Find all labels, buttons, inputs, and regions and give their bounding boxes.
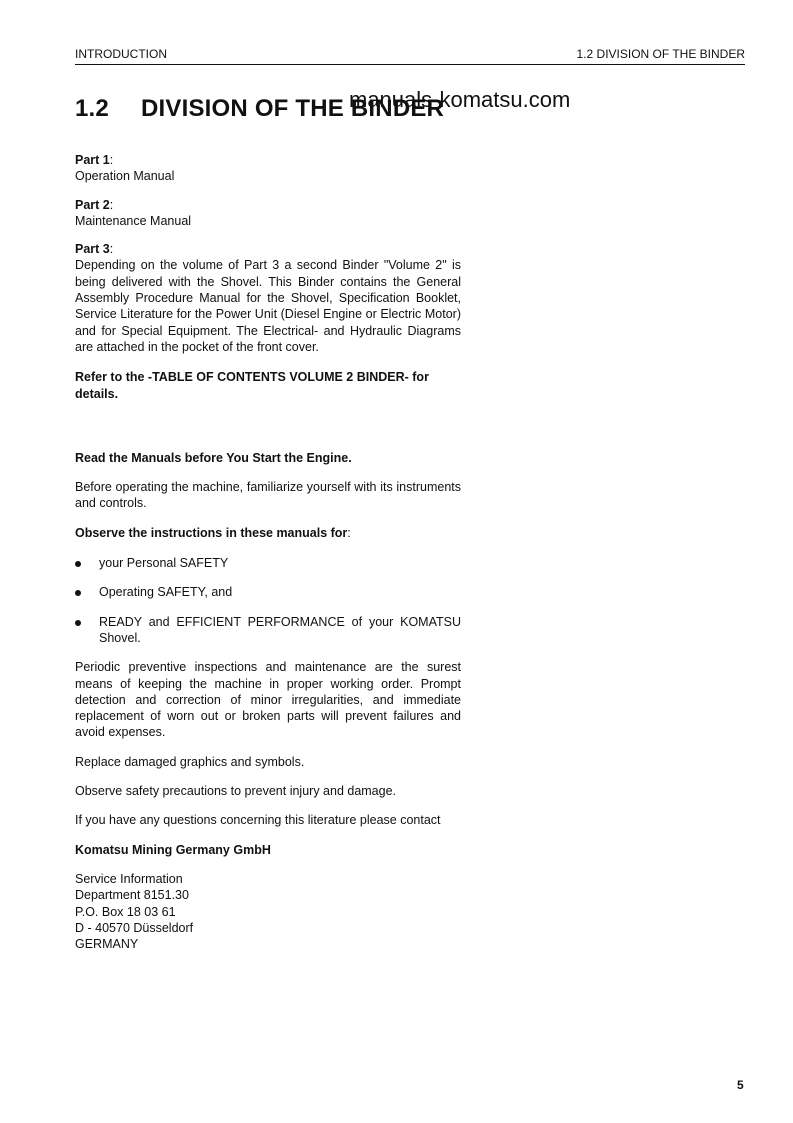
bullet-icon xyxy=(75,620,81,626)
observe-heading: Observe the instructions in these manuals for xyxy=(75,525,348,540)
contact-paragraph: If you have any questions concerning this literature please contact xyxy=(75,813,441,828)
read-manuals-text: Before operating the machine, familiarize yourself with its instruments and controls. xyxy=(75,480,461,511)
title-number: 1.2 xyxy=(75,95,109,122)
observe-heading-line: Observe the instructions in these manuals for: xyxy=(75,525,351,540)
list-item xyxy=(75,614,461,647)
bullet-text: READY and EFFICIENT PERFORMANCE of your KOMATSU Shovel. xyxy=(99,614,461,645)
address-block xyxy=(75,871,461,952)
address-line: Department 8151.30 xyxy=(75,888,189,903)
title-text: DIVISION OF THE BINDER xyxy=(141,95,445,122)
safety-paragraph: Observe safety precautions to prevent injury and damage. xyxy=(75,784,397,799)
graphics-paragraph: Replace damaged graphics and symbols. xyxy=(75,754,305,769)
header-divider xyxy=(75,64,745,65)
company-name: Komatsu Mining Germany GmbH xyxy=(75,842,271,857)
bullet-text: your Personal SAFETY xyxy=(99,556,229,571)
part-1-block: Part 1: Operation Manual xyxy=(75,153,175,184)
bullet-icon xyxy=(75,590,81,596)
read-manuals-heading: Read the Manuals before You Start the Engine. xyxy=(75,450,352,465)
address-line: D - 40570 Düsseldorf xyxy=(75,920,194,935)
header-section-label: INTRODUCTION xyxy=(75,47,167,61)
part-3-label: Part 3 xyxy=(75,242,110,257)
part-1-text: Operation Manual xyxy=(75,169,175,184)
volume-2-note: Refer to the -TABLE OF CONTENTS VOLUME 2 BINDER- for details. xyxy=(75,370,429,401)
address-line: GERMANY xyxy=(75,937,139,952)
maintenance-paragraph: Periodic preventive inspections and maintenance are the surest means of keeping the machine in proper working order. Prompt detection and correction of minor irregularities, and immediate replacement of worn out or broken parts will prevent failures and avoid expenses. xyxy=(75,660,461,740)
bullet-text: Operating SAFETY, and xyxy=(99,585,233,600)
address-line: Service Information xyxy=(75,871,183,886)
part-3-text: Depending on the volume of Part 3 a second Binder "Volume 2" is being delivered with the Shovel. This Binder contains the General Assembly Procedure Manual for the Shovel, Specification Booklet, Service Literature for the Power Unit (Diesel Engine or Electric Motor) and for Special Equipment. The Electrical- and Hydraulic Diagrams are attached in the pocket of the front cover. xyxy=(75,258,461,354)
header-chapter-label: 1.2 DIVISION OF THE BINDER xyxy=(576,47,745,61)
page-body xyxy=(75,152,461,952)
part-1-label: Part 1 xyxy=(75,153,110,167)
list-item xyxy=(75,584,461,600)
part-2-block: Part 2: Maintenance Manual xyxy=(75,197,192,228)
bullet-icon xyxy=(75,561,81,567)
part-3-block: Part 3: Depending on the volume of Part 3 a second Binder "Volume 2" is being delivered with the Shovel. This Binder contains the General Assembly Procedure Manual for the Shovel, Specification Booklet, Service Literature for the Power Unit (Diesel Engine or Electric Motor) and for Special Equipment. The Electrical- and Hydraulic Diagrams are attached in the pocket of the front cover. xyxy=(75,242,461,354)
address-line: P.O. Box 18 03 61 xyxy=(75,904,176,919)
list-item xyxy=(75,555,461,571)
page-number: 5 xyxy=(737,1078,744,1092)
part-2-label: Part 2 xyxy=(75,197,110,212)
watermark: manuals-komatsu.com xyxy=(349,87,571,112)
part-2-text: Maintenance Manual xyxy=(75,213,192,228)
